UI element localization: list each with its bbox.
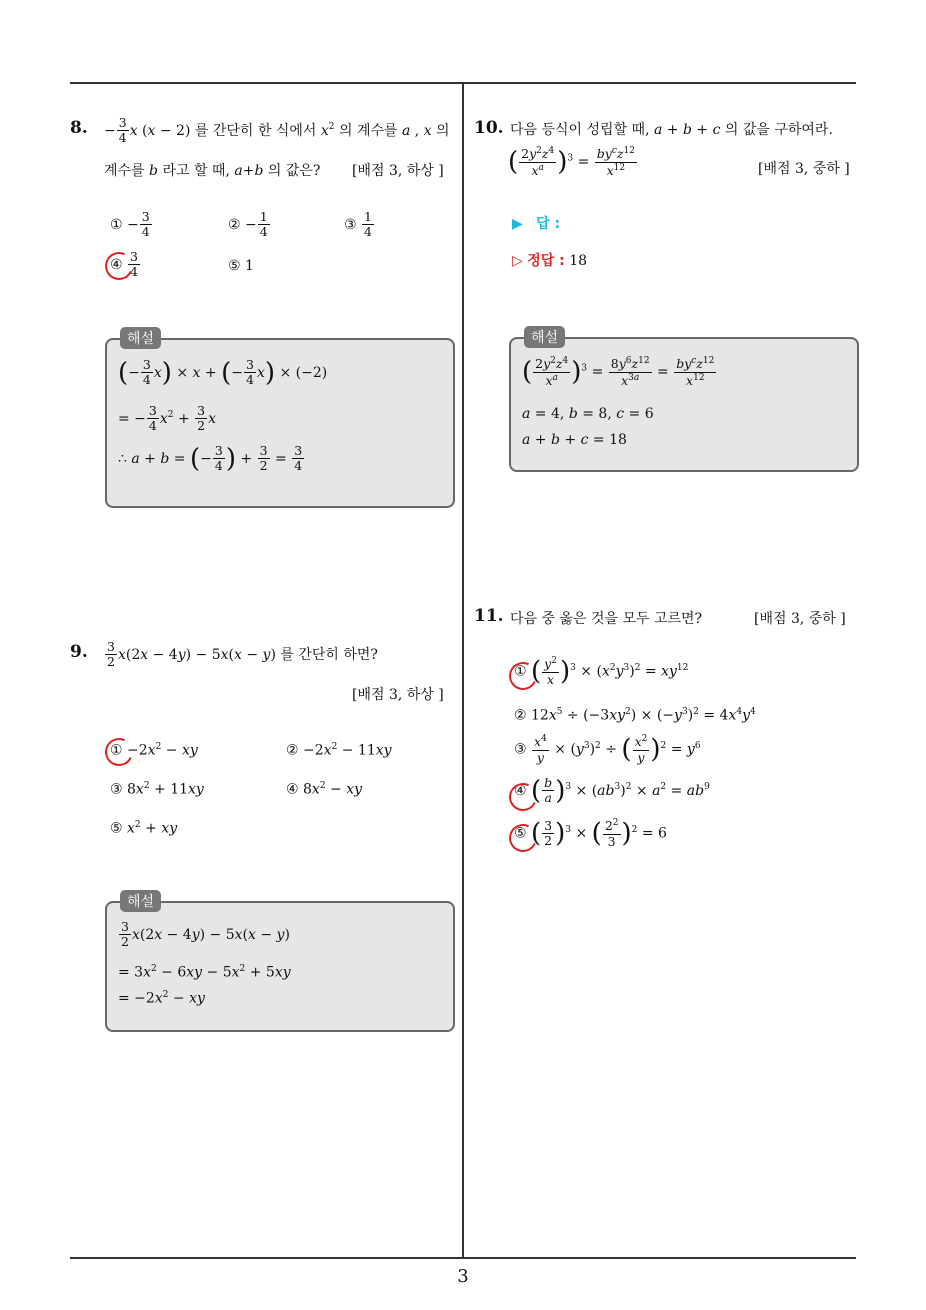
q8-text-line1: − $\frac{3}{4}$ x (x − 2) 를 간단히 한 식에서 $x^2$ 의 계수를 a , x 의 xyxy=(104,115,450,146)
q8-choice-4[interactable]: ④ $\frac{3}{4}$ xyxy=(110,249,138,280)
q8-explain-line3: ∴ a + b = (− $\frac{3}{4}$ ) + $\frac{3}{2}$ = $\frac{3}{4}$ xyxy=(118,443,303,474)
q8-explain-tag: 해설 xyxy=(120,327,161,349)
q11-choice-4[interactable]: ④ ( $\frac{b}{a}$ )$^3 \times (ab^3)^2 \times a^2 = ab^9$ xyxy=(514,775,710,806)
q8-choice-2[interactable]: ② − $\frac{1}{4}$ xyxy=(228,209,268,240)
q9-text: $\frac{3}{2}$ x(2x − 4y) − 5x(x − y) 를 간단히 하면? xyxy=(107,639,378,670)
q9-explain-line1: $\frac{3}{2}$ x(2x − 4y) − 5x(x − y) xyxy=(121,919,290,950)
answer-arrow-icon: ▶ xyxy=(512,216,523,232)
column-divider xyxy=(462,82,464,1258)
q10-number: 10. xyxy=(474,118,504,138)
q8-score: [배점 3, 하상 ] xyxy=(352,163,444,179)
q9-number: 9. xyxy=(70,642,88,662)
q9-choice-5[interactable]: ⑤ $x^2$ + xy xyxy=(110,820,178,837)
q10-correct-row: ▷ 정답 : 18 xyxy=(512,253,588,269)
q11-score: [배점 3, 중하 ] xyxy=(754,611,846,627)
q10-answer-row: ▶ 답 : xyxy=(512,216,561,232)
q11-choice-3[interactable]: ③ $\frac{x^4}{y}$ × $(y^3)^2$ ÷ ( $\frac{x^2}{y}$ )$^2 = y^6$ xyxy=(514,734,701,765)
correct-arrow-icon: ▷ xyxy=(512,253,523,269)
q11-choice-1[interactable]: ① ( $\frac{y^2}{x}$ )$^3 \times (x^2y^3)^2 = xy^{12}$ xyxy=(514,656,689,687)
q11-text: 다음 중 옳은 것을 모두 고르면? xyxy=(510,611,703,627)
q10-explain-tag: 해설 xyxy=(524,326,565,348)
q10-explain-line1: ( $\frac{2y^2z^4}{x^a}$ )$^3$ = $\frac{8y^6z^{12}}{x^{3a}}$ = $\frac{by^cz^{12}}{x^{12}}$ xyxy=(522,356,715,388)
q9-choice-3[interactable]: ③ $8x^2 + 11xy$ xyxy=(110,781,204,798)
page-number: 3 xyxy=(457,1266,469,1287)
q9-explain-line3: = $-2x^2$ − xy xyxy=(118,990,205,1007)
q9-explain-line2: = $3x^2 - 6xy - 5x^2 + 5xy$ xyxy=(118,964,291,981)
q9-choice-1[interactable]: ① $-2x^2$ − xy xyxy=(110,742,198,759)
q9-choice-4[interactable]: ④ $8x^2$ − xy xyxy=(286,781,363,798)
q10-explain-line3: a + b + c = 18 xyxy=(522,432,627,448)
q10-explain-line2: a = 4, b = 8, c = 6 xyxy=(522,406,654,422)
q9-choice-2[interactable]: ② $-2x^2 - 11xy$ xyxy=(286,742,392,759)
q11-choice-5[interactable]: ⑤ ( $\frac{3}{2}$ )$^3$ × ( $\frac{2^2}{3}$ )$^2$ = 6 xyxy=(514,817,667,849)
q9-answer-mark xyxy=(101,734,137,770)
q11-choice-2[interactable]: ② $12x^5 \div (-3xy^2) \times (-y^3)^2 = 4x^4y^4$ xyxy=(514,707,756,724)
q8-choice-3[interactable]: ③ $\frac{1}{4}$ xyxy=(344,209,372,240)
q10-equation: ( $\frac{2y^2z^4}{x^a}$ )$^3$ = $\frac{by^cz^{12}}{x^{12}}$ xyxy=(508,146,635,178)
q8-number: 8. xyxy=(70,118,88,138)
q8-text-line2: 계수를 b 라고 할 때, a+b 의 값은? xyxy=(104,163,321,179)
q8-explain-line1: (− $\frac{3}{4}$ x) × x + (− $\frac{3}{4}$ x) × (−2) xyxy=(118,357,328,388)
q10-text: 다음 등식이 성립할 때, a + b + c 의 값을 구하여라. xyxy=(510,122,833,138)
q11-number: 11. xyxy=(474,606,504,626)
q8-choice-1[interactable]: ① − $\frac{3}{4}$ xyxy=(110,209,150,240)
q8-explain-line2: = − $\frac{3}{4}$ $x^2$ + $\frac{3}{2}$ x xyxy=(118,403,217,434)
q8-choice-5[interactable]: ⑤ 1 xyxy=(228,258,254,274)
q10-score: [배점 3, 중하 ] xyxy=(758,161,850,177)
q9-score: [배점 3, 하상 ] xyxy=(352,687,444,703)
q9-explain-tag: 해설 xyxy=(120,890,161,912)
